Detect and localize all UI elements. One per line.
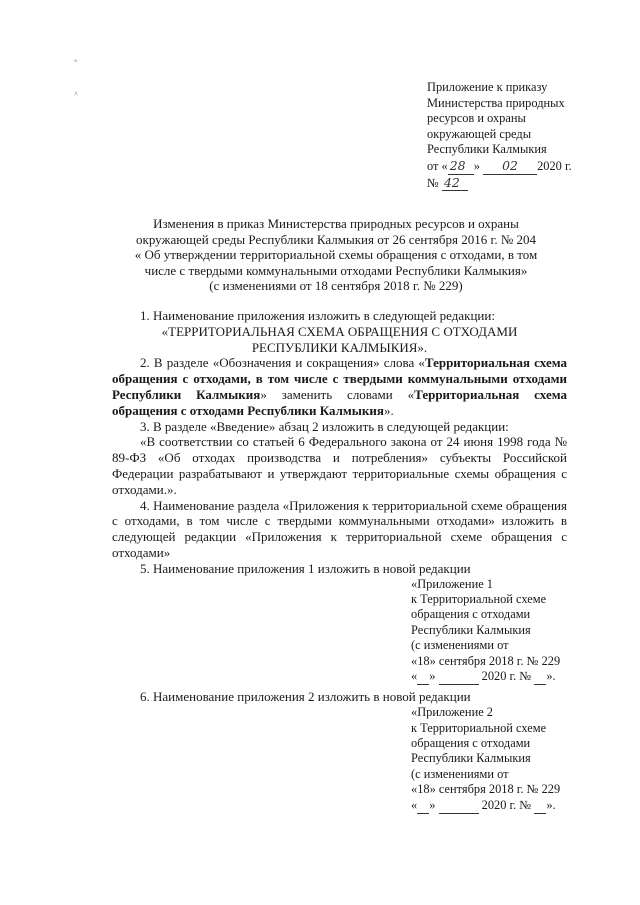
blank-line	[439, 669, 479, 685]
stamp-line: Министерства природных	[427, 95, 565, 110]
title-line: « Об утверждении территориальной схемы обращения с отходами, в том	[134, 247, 538, 263]
title-line: окружающей среды Республики Калмыкия от 26 сентября 2016 г. № 204	[136, 231, 536, 247]
handwritten-month: 02	[483, 158, 537, 175]
item-2: 2. В разделе «Обозначения и сокращения» слова «Территориальная схема обращения с отходами, в том числе с твердыми коммунальными отходами Республики Калмыкия» заменить словами «Территориальная схема обращения с отходами Республики Калмыкия».	[112, 355, 567, 418]
blank-line	[417, 669, 429, 685]
item-1-quote: «ТЕРРИТОРИАЛЬНАЯ СХЕМА ОБРАЩЕНИЯ С ОТХОДАМИ	[161, 323, 518, 339]
approval-stamp	[427, 80, 587, 191]
handwritten-number: 42	[442, 175, 468, 192]
item-4: 4. Наименование раздела «Приложения к территориальной схеме обращения с отходами, в том числе с твердыми коммунальными отходами» изложить в следующей редакции «Приложения к территориальной схеме обращения с отходами»	[112, 497, 567, 560]
item-1: 1. Наименование приложения изложить в следующей редакции:	[140, 308, 495, 323]
blank-line	[439, 798, 479, 814]
stamp-date: от « 28 » 02 2020 г.	[427, 157, 572, 173]
stamp-line: Приложение к приказу	[427, 80, 548, 94]
scan-speck: °	[74, 58, 78, 67]
item-1-quote: РЕСПУБЛИКИ КАЛМЫКИЯ».	[251, 339, 428, 355]
document-body	[112, 308, 567, 814]
item-6: 6. Наименование приложения 2 изложить в новой редакции	[140, 689, 471, 705]
stamp-line: Республики Калмыкия	[427, 142, 547, 157]
scan-speck: ^	[74, 90, 78, 99]
title-line: (с изменениями от 18 сентября 2018 г. № 229)	[209, 278, 463, 294]
appendix-2-header: «Приложение 2 к Территориальной схеме обращения с отходами Республики Калмыкия (с изменениями от «18» сентября 2018 г. № 229 « » 2020 г. № ».	[411, 705, 567, 814]
document-title	[112, 216, 560, 294]
stamp-number: № 42	[427, 175, 587, 192]
blank-line	[534, 669, 546, 685]
stamp-line: окружающей среды	[427, 126, 532, 141]
blank-line	[534, 798, 546, 814]
title-line: числе с твердыми коммунальными отходами Республики Калмыкия»	[144, 262, 528, 278]
item-3-quote: «В соответствии со статьей 6 Федерального закона от 24 июня 1998 года № 89-ФЗ «Об отходах производства и потребления» субъекты Российской Федерации разрабатывают и утверждают территориальные схемы обращения с отходами.».	[112, 434, 567, 497]
blank-line	[417, 798, 429, 814]
appendix-1-header: «Приложение 1 к Территориальной схеме обращения с отходами Республики Калмыкия (с изменениями от «18» сентября 2018 г. № 229 « » 2020 г. № ».	[411, 577, 567, 686]
title-line: Изменения в приказ Министерства природных ресурсов и охраны	[153, 216, 519, 231]
item-5: 5. Наименование приложения 1 изложить в новой редакции	[140, 560, 471, 576]
handwritten-day: 28	[448, 158, 474, 175]
stamp-line: ресурсов и охраны	[427, 111, 526, 126]
item-3: 3. В разделе «Введение» абзац 2 изложить в следующей редакции:	[140, 418, 509, 434]
